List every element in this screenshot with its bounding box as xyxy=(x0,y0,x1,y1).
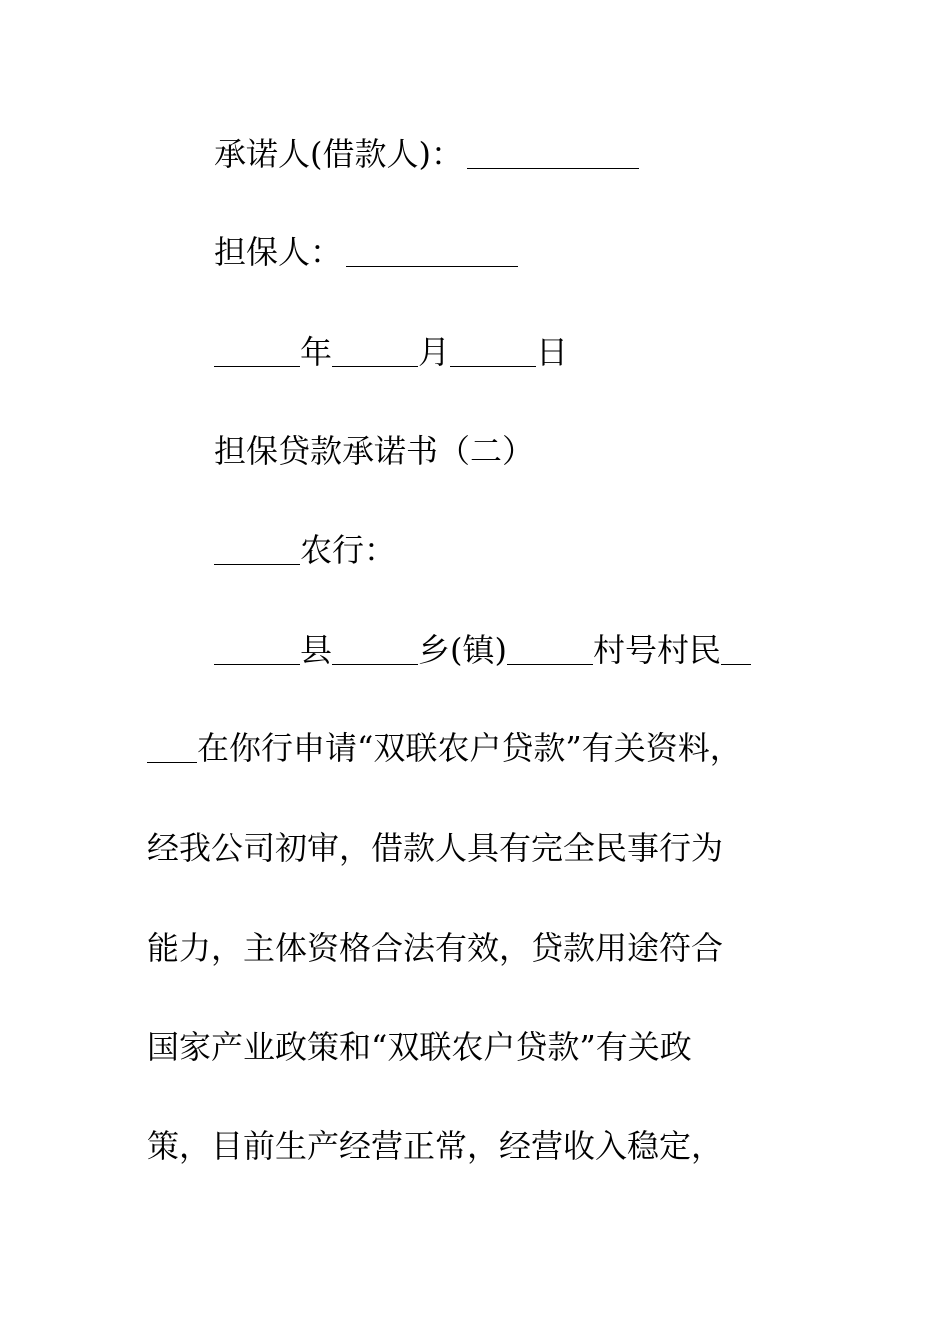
year-label: 年 xyxy=(300,333,333,371)
township-label: 乡(镇) xyxy=(418,631,507,669)
month-blank xyxy=(332,336,418,367)
paragraph-line-6: 策，目前生产经营正常，经营收入稳定， xyxy=(147,1127,724,1165)
paragraph-line-2 xyxy=(0,718,950,778)
paragraph-line-3: 经我公司初审，借款人具有完全民事行为 xyxy=(147,829,724,867)
day-blank xyxy=(450,336,536,367)
paragraph-text-2: 在你行申请“双联农户贷款”有关资料， xyxy=(197,729,742,767)
promisor-signature-blank xyxy=(467,138,639,169)
month-label: 月 xyxy=(418,333,451,371)
addressee-line xyxy=(0,520,950,580)
villager-name-blank-start xyxy=(721,634,751,665)
village-label: 村号村民 xyxy=(593,631,722,669)
guarantor-signature-blank xyxy=(346,236,518,267)
county-label: 县 xyxy=(300,631,333,669)
guarantor-label: 担保人： xyxy=(214,233,343,271)
paragraph-line-1 xyxy=(0,620,950,680)
bank-name-blank xyxy=(214,534,300,565)
paragraph-line-5: 国家产业政策和“双联农户贷款”有关政 xyxy=(147,1028,692,1066)
county-blank xyxy=(214,634,300,665)
guarantor-line xyxy=(0,222,950,282)
day-label: 日 xyxy=(536,333,569,371)
paragraph-line-4: 能力，主体资格合法有效，贷款用途符合 xyxy=(147,929,724,967)
promisor-label: 承诺人(借款人)： xyxy=(214,135,463,173)
section-title: 担保贷款承诺书（二） xyxy=(214,432,535,470)
promisor-line xyxy=(0,124,950,184)
date-line xyxy=(0,322,950,382)
addressee-label: 农行： xyxy=(300,531,397,569)
village-blank xyxy=(507,634,593,665)
township-blank xyxy=(332,634,418,665)
year-blank xyxy=(214,336,300,367)
villager-name-blank-end xyxy=(147,732,197,763)
